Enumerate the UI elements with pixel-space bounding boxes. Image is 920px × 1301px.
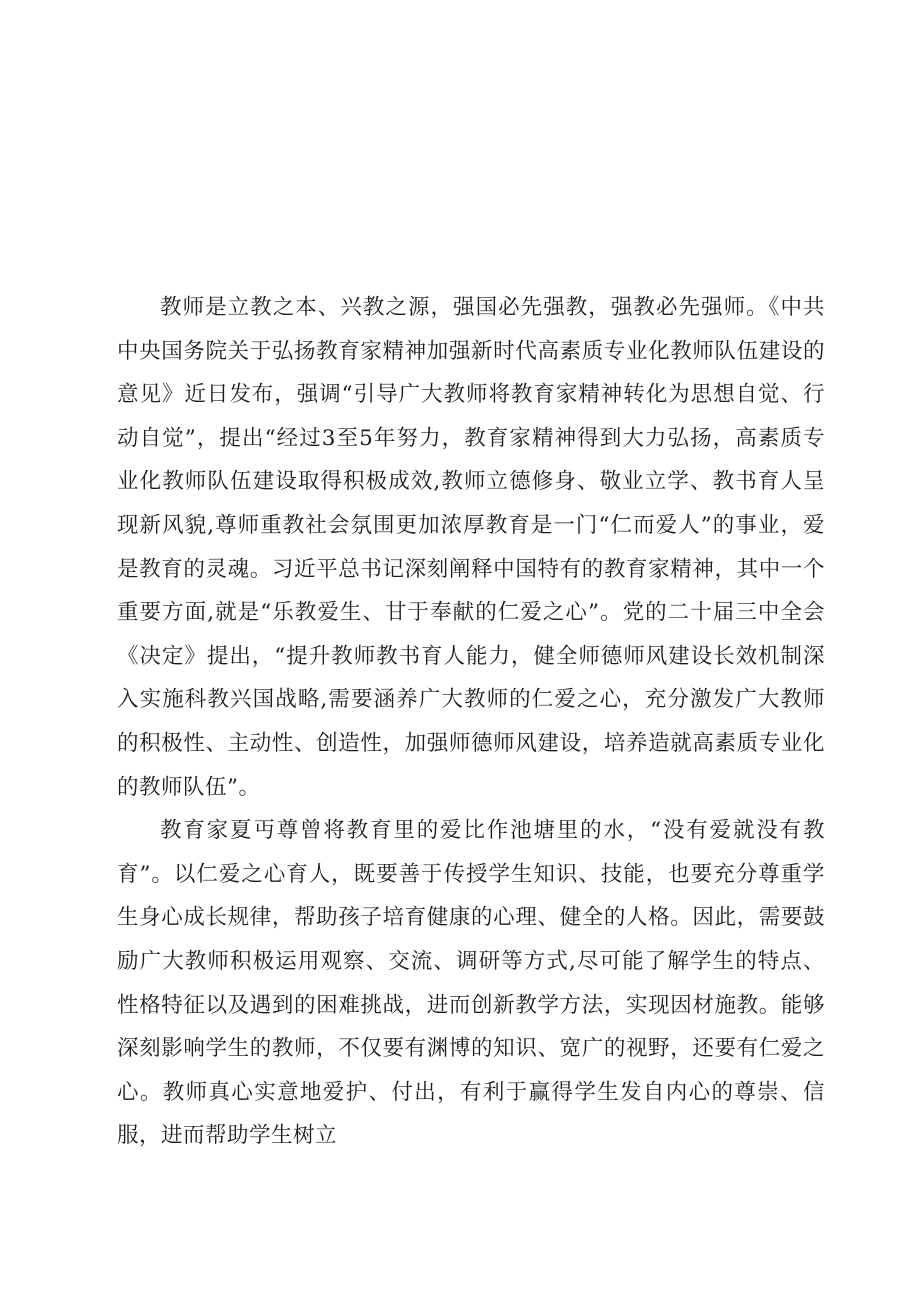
paragraph-2: 教育家夏丏尊曾将教育里的爱比作池塘里的水，“没有爱就没有教育”。以仁爱之心育人，既要善于传授学生知识、技能，也要充分尊重学生身心成长规律，帮助孩子培育健康的心理、健全的人格。因此，需要鼓励广大教师积极运用观察、交流、调研等方式,尽可能了解学生的特点、性格特征以及遇到的困难挑战，进而创新教学方法，实现因材施教。能够深刻影响学生的教师，不仅要有渊博的知识、宽广的视野，还要有仁爱之心。教师真心实意地爱护、付出，有利于赢得学生发自内心的尊崇、信服，进而帮助学生树立 [117,818,825,1149]
paragraph-1: 教师是立教之本、兴教之源，强国必先强教，强教必先强师。《中共中央国务院关于弘扬教育家精神加强新时代高素质专业化教师队伍建设的意见》近日发布，强调“引导广大教师将教育家精神转化为思想自觉、行动自觉”，提出“经过3至5年努力，教育家精神得到大力弘扬，高素质专业化教师队伍建设取得积极成效,教师立德修身、敬业立学、教书育人呈现新风貌,尊师重教社会氛围更加浓厚教育是一门“仁而爱人”的事业，爱是教育的灵魂。习近平总书记深刻阐释中国特有的教育家精神，其中一个重要方面,就是“乐教爱生、甘于奉献的仁爱之心”。党的二十届三中全会《决定》提出，“提升教师教书育人能力，健全师德师风建设长效机制深入实施科教兴国战略,需要涵养广大教师的仁爱之心，充分激发广大教师的积极性、主动性、创造性，加强师德师风建设，培养造就高素质专业化的教师队伍”。 [117,295,825,800]
document-body [117,286,825,1158]
